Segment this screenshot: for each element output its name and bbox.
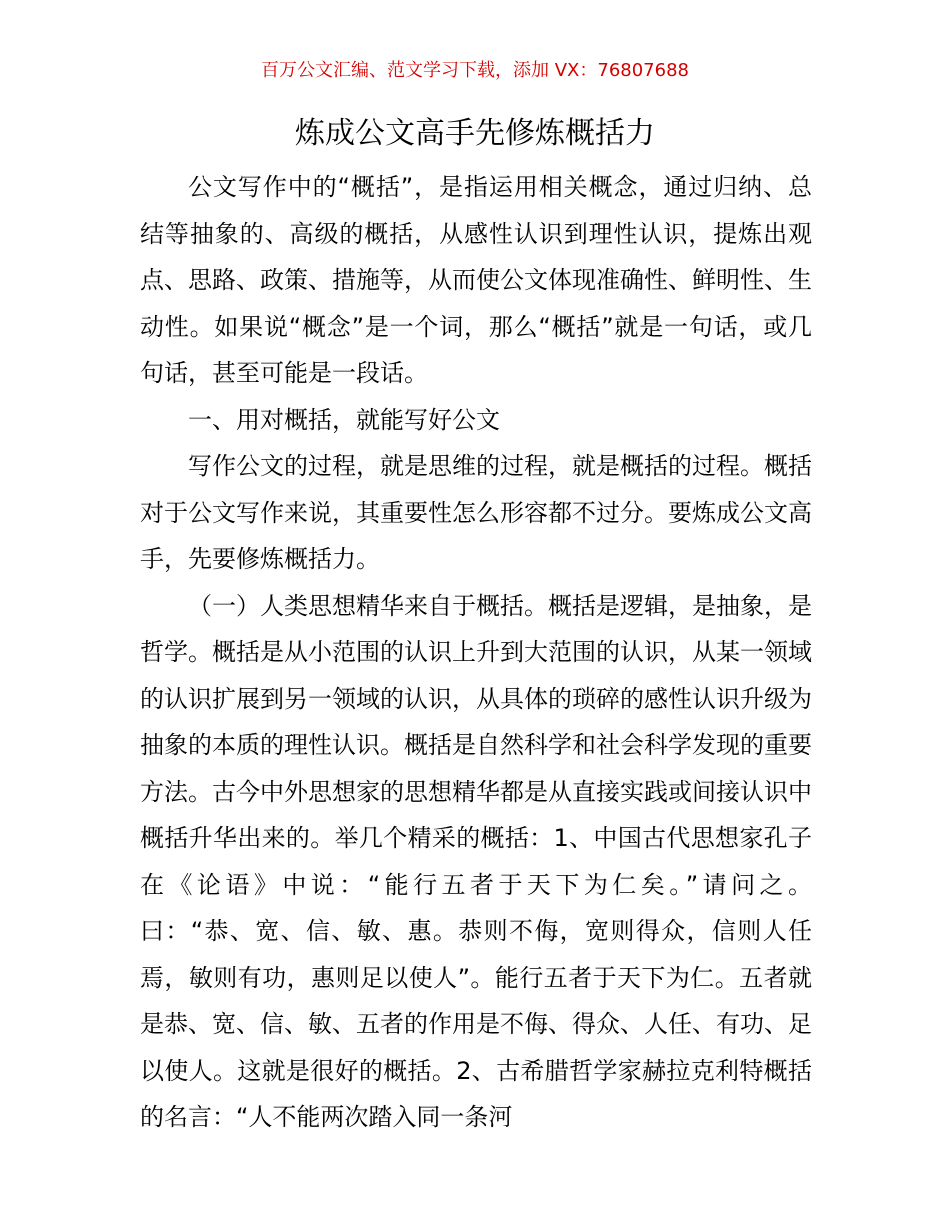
- paragraph-human-thought: （一）人类思想精华来自于概括。概括是逻辑，是抽象，是哲学。概括是从小范围的认识上升到大范围的认识，从某一领域的认识扩展到另一领域的认识，从具体的琐碎的感性认识升级为抽象的本质的理性认识。概括是自然科学和社会科学发现的重要方法。古今中外思想家的思想精华都是从直接实践或间接认识中概括升华出来的。举几个精采的概括：1、中国古代思想家孔子在《论语》中说：“能行五者于天下为仁矣。”请问之。曰：“恭、宽、信、敏、惠。恭则不侮，宽则得众，信则人任焉，敏则有功，惠则足以使人”。能行五者于天下为仁。五者就是恭、宽、信、敏、五者的作用是不侮、得众、人任、有功、足以使人。这就是很好的概括。2、古希腊哲学家赫拉克利特概括的名言：“人不能两次踏入同一条河: [140, 591, 812, 1131]
- document-body: [140, 164, 812, 1141]
- paragraph-intro: 公文写作中的“概括”，是指运用相关概念，通过归纳、总结等抽象的、高级的概括，从感性认识到理性认识，提炼出观点、思路、政策、措施等，从而使公文体现准确性、鲜明性、生动性。如果说“概念”是一个词，那么“概括”就是一句话，或几句话，甚至可能是一段话。: [140, 173, 812, 387]
- section-heading-1: 一、用对概括，就能写好公文: [188, 405, 500, 434]
- paragraph-writing-process: 写作公文的过程，就是思维的过程，就是概括的过程。概括对于公文写作来说，其重要性怎么形容都不过分。要炼成公文高手，先要修炼概括力。: [140, 452, 812, 573]
- header-watermark-text: 百万公文汇编、范文学习下载，添加 VX：76807688: [261, 60, 689, 81]
- document-title: 炼成公文高手先修炼概括力: [295, 116, 655, 151]
